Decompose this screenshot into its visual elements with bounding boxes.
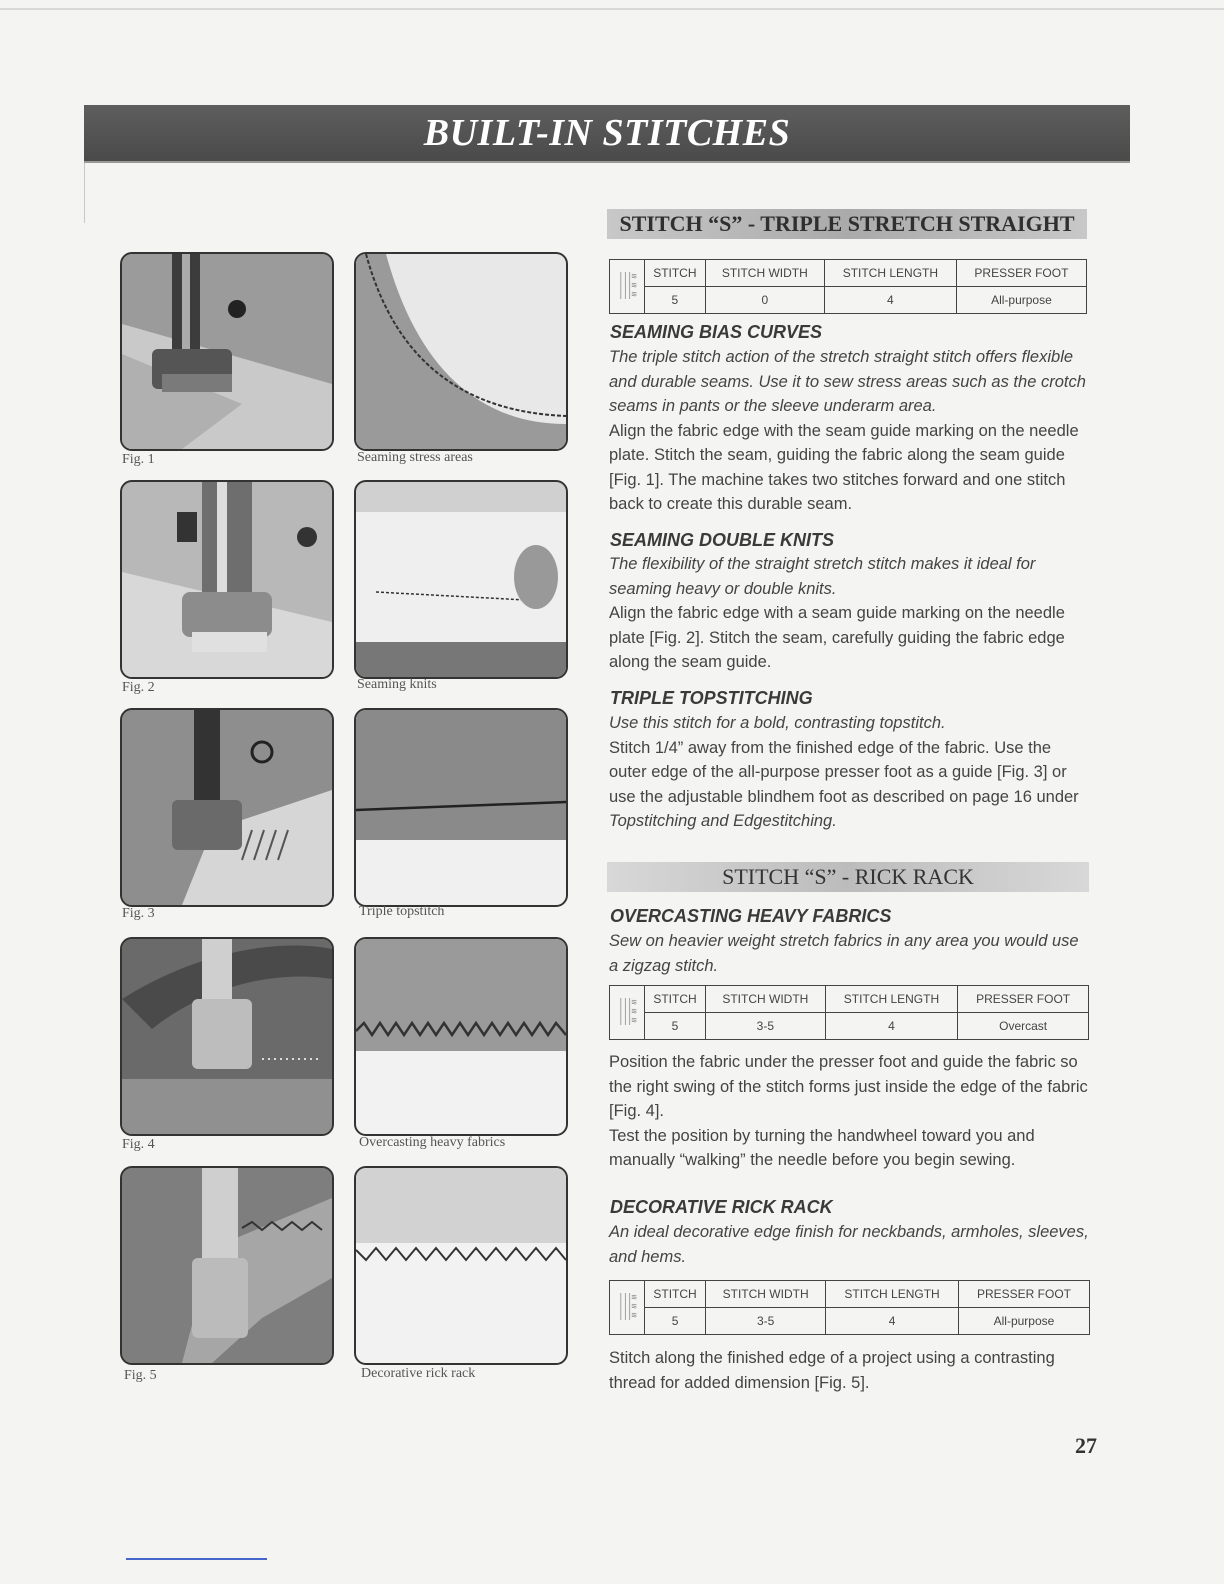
value-presser-foot: All-purpose (958, 1308, 1089, 1335)
body-seaming-knits: Align the fabric edge with a seam guide marking on the needle plate [Fig. 2]. Stitch the seam, carefully guiding the fabric edge along the seam guide. (609, 604, 1065, 671)
fig-1b-photo (354, 252, 568, 451)
header-presser-foot: PRESSER FOOT (958, 986, 1089, 1013)
stitch-icon-cell (610, 986, 645, 1040)
paragraph-seaming-knits (609, 552, 1089, 675)
paragraph-triple-topstitching (609, 711, 1089, 834)
page-title-banner: BUILT-IN STITCHES (84, 105, 1130, 161)
rick-rack-illustration (356, 1168, 566, 1363)
presser-foot-illustration (122, 482, 332, 677)
banner-rule (84, 161, 1130, 163)
header-stitch-width: STITCH WIDTH (705, 260, 824, 287)
presser-foot-illustration (122, 1168, 332, 1363)
top-rule (0, 8, 1224, 10)
paragraph-overcasting-body (609, 1050, 1089, 1173)
body-triple-topstitching (609, 736, 1089, 834)
fig-5-photo (120, 1166, 334, 1365)
stitch-symbol-icon: |||≋ |||≋ |||≋ (618, 1293, 636, 1321)
subheading-overcasting: OVERCASTING HEAVY FABRICS (610, 906, 892, 926)
intro-seaming-bias: The triple stitch action of the stretch straight stitch offers flexible and durable seams. Use it to sew stress areas such as the crotch seams in pants or the sleeve underarm area. (609, 348, 1086, 415)
fig-2-caption: Fig. 2 (122, 680, 155, 695)
stitch-settings-table-1 (609, 259, 1087, 314)
footer-rule (126, 1558, 267, 1560)
fig-4b-caption: Overcasting heavy fabrics (359, 1135, 506, 1150)
value-stitch-length: 4 (825, 1013, 958, 1040)
fig-3b-photo (354, 708, 568, 907)
fig-4-photo (120, 937, 334, 1136)
value-stitch: 5 (645, 1308, 706, 1335)
intro-seaming-knits: The flexibility of the straight stretch stitch makes it ideal for seaming heavy or double knits. (609, 555, 1036, 598)
page-number: 27 (1075, 1433, 1097, 1458)
topstitch-illustration (356, 710, 566, 905)
knit-seam-illustration (356, 482, 566, 677)
fig-5b-caption: Decorative rick rack (361, 1366, 476, 1381)
curved-seam-illustration (356, 254, 566, 449)
fig-4-caption: Fig. 4 (122, 1137, 155, 1152)
subheading-seaming-knits: SEAMING DOUBLE KNITS (610, 530, 835, 550)
stitch-settings-table-2 (609, 985, 1089, 1040)
header-stitch: STITCH (645, 1281, 706, 1308)
presser-foot-illustration (122, 710, 332, 905)
fig-1b-caption: Seaming stress areas (357, 450, 473, 465)
header-stitch-length: STITCH LENGTH (824, 260, 956, 287)
fig-4b-photo (354, 937, 568, 1136)
section-heading-triple-stretch: STITCH “S” - TRIPLE STRETCH STRAIGHT (607, 209, 1087, 239)
stitch-icon-cell (610, 260, 645, 314)
subheading-decorative-rick-rack: DECORATIVE RICK RACK (610, 1197, 833, 1217)
overcast-zigzag-illustration (356, 939, 566, 1134)
fig-1-photo (120, 252, 334, 451)
body-seaming-bias: Align the fabric edge with the seam guide marking on the needle plate. Stitch the seam, guiding the fabric along the seam guide [Fig. 1]. The machine takes two stitches forward and one stitch back to create this durable seam. (609, 421, 1079, 513)
side-rule (84, 163, 85, 223)
value-stitch-width: 3-5 (706, 1013, 826, 1040)
stitch-symbol-icon: |||≋ |||≋ |||≋ (618, 998, 636, 1026)
header-stitch-width: STITCH WIDTH (706, 986, 826, 1013)
stitch-icon-cell (610, 1281, 645, 1335)
value-stitch-width: 3-5 (706, 1308, 826, 1335)
body-rick-rack: Stitch along the finished edge of a project using a contrasting thread for added dimension [Fig. 5]. (609, 1349, 1055, 1392)
body-triple-topstitching-ref: Topstitching and Edgestitching. (609, 812, 837, 830)
fig-1-caption: Fig. 1 (122, 452, 155, 467)
header-presser-foot: PRESSER FOOT (958, 1281, 1089, 1308)
value-presser-foot: All-purpose (956, 287, 1086, 314)
subheading-seaming-bias: SEAMING BIAS CURVES (610, 322, 823, 342)
value-stitch-length: 4 (826, 1308, 959, 1335)
fig-5-caption: Fig. 5 (124, 1368, 157, 1383)
header-stitch-length: STITCH LENGTH (825, 986, 958, 1013)
intro-overcasting: Sew on heavier weight stretch fabrics in any area you would use a zigzag stitch. (609, 932, 1079, 975)
paragraph-overcasting-intro (609, 929, 1089, 978)
fig-2b-caption: Seaming knits (357, 677, 437, 692)
body-overcasting-2: Test the position by turning the handwheel toward you and manually “walking” the needle before you begin sewing. (609, 1126, 1035, 1169)
body-overcasting-1: Position the fabric under the presser foot and guide the fabric so the right swing of the stitch forms just inside the edge of the fabric [Fig. 4]. (609, 1053, 1088, 1120)
intro-rick-rack: An ideal decorative edge finish for neckbands, armholes, sleeves, and hems. (609, 1223, 1089, 1266)
subheading-triple-topstitching: TRIPLE TOPSTITCHING (610, 688, 813, 708)
body-triple-topstitching-text: Stitch 1/4” away from the finished edge of the fabric. Use the outer edge of the all-purpose presser foot as a guide [Fig. 3] or use the adjustable blindhem foot as described on page 16 under (609, 738, 1079, 806)
value-stitch-length: 4 (824, 287, 956, 314)
fig-3-photo (120, 708, 334, 907)
value-stitch: 5 (645, 287, 706, 314)
header-stitch-length: STITCH LENGTH (826, 1281, 959, 1308)
paragraph-seaming-bias (609, 345, 1089, 517)
value-stitch: 5 (645, 1013, 706, 1040)
header-presser-foot: PRESSER FOOT (956, 260, 1086, 287)
stitch-symbol-icon: |||≋ |||≋ |||≋ (618, 272, 636, 300)
fig-2-photo (120, 480, 334, 679)
fig-3b-caption: Triple topstitch (359, 904, 445, 919)
value-presser-foot: Overcast (958, 1013, 1089, 1040)
stitch-settings-table-3 (609, 1280, 1090, 1335)
paragraph-rick-rack-body (609, 1346, 1089, 1395)
paragraph-rick-rack-intro (609, 1220, 1089, 1269)
value-stitch-width: 0 (705, 287, 824, 314)
fig-2b-photo (354, 480, 568, 679)
fig-5b-photo (354, 1166, 568, 1365)
presser-foot-illustration (122, 939, 332, 1134)
intro-triple-topstitching: Use this stitch for a bold, contrasting topstitch. (609, 714, 946, 732)
presser-foot-illustration (122, 254, 332, 449)
header-stitch: STITCH (645, 986, 706, 1013)
section-heading-rick-rack: STITCH “S” - RICK RACK (607, 862, 1089, 892)
header-stitch-width: STITCH WIDTH (706, 1281, 826, 1308)
fig-3-caption: Fig. 3 (122, 906, 155, 921)
header-stitch: STITCH (645, 260, 706, 287)
